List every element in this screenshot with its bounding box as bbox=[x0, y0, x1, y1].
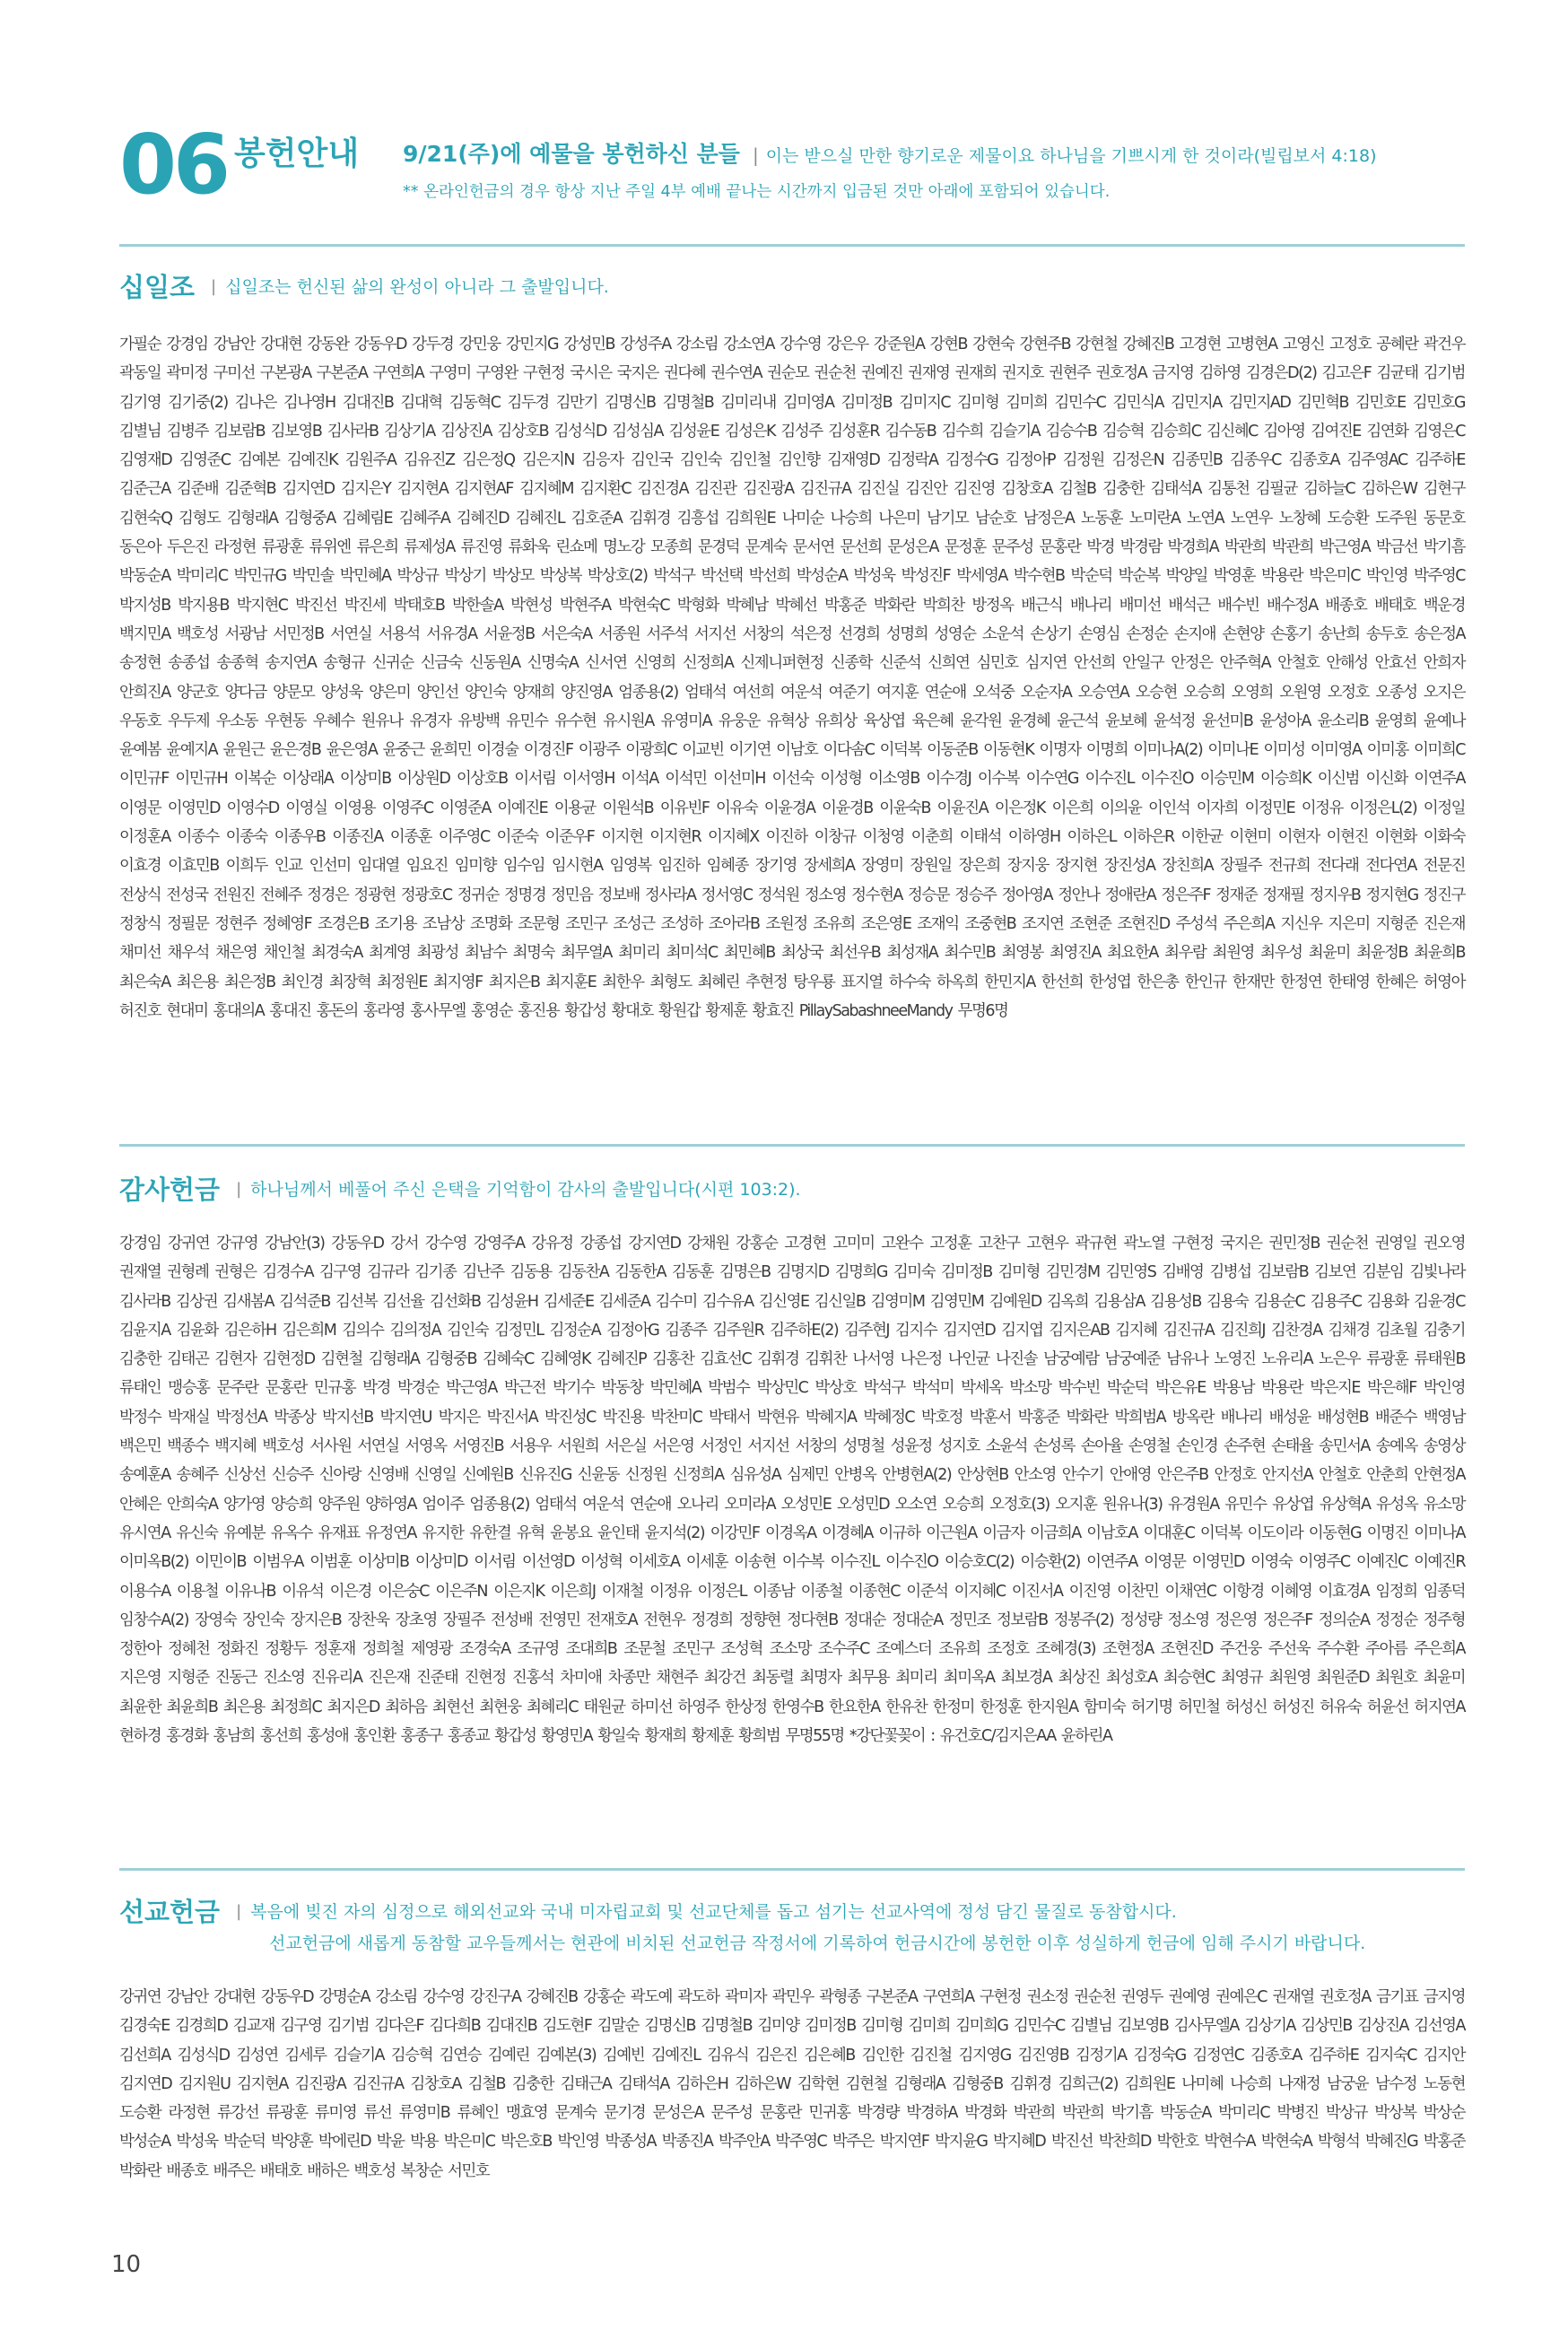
mission-title: 선교헌금 bbox=[119, 1897, 221, 1927]
section-number: 06 bbox=[119, 117, 228, 213]
thanks-description: 하나님께서 베풀어 주신 은택을 기억함이 감사의 출발입니다(시편 103:2). bbox=[250, 1180, 801, 1200]
divider-top bbox=[119, 244, 1465, 247]
mission-separator: | bbox=[236, 1902, 242, 1921]
tithe-description: 십일조는 헌신된 삶의 완성이 아니라 그 출발입니다. bbox=[225, 277, 609, 297]
mission-description: 복음에 빚진 자의 심정으로 해외선교와 국내 미자립교회 및 선교단체를 돕고 섬기는 선교사역에 정성 담긴 물질로 동참합시다. bbox=[250, 1902, 1177, 1922]
page-number: 10 bbox=[111, 2251, 142, 2278]
header-subtitle: 9/21(주)에 예물을 봉헌하신 분들 bbox=[403, 141, 740, 167]
mission-section-header bbox=[119, 1896, 1465, 1928]
header-separator: | bbox=[752, 144, 759, 166]
divider-thanks bbox=[119, 1868, 1465, 1871]
mission-donor-list: 강귀연 강남안 강대현 강동우D 강명순A 강소림 강수영 강진구A 강혜진B 강홍순 곽도예 곽도하 곽미자 곽민우 곽형종 구본준A 구연희A 구현정 권소정 권순천 권영두 권예영 권예은C 권재열 권호정A 금기표 금지영 김경숙E 김경희D 김교재 김구영 김기범 김다은F 김다희B 김대진B 김도현F 김말순 김명신B 김명철B 김미양 김미정B 김미형 김미희 김미희G 김민수C 김별님 김보영B 김사무엘A 김상기A 김상민B 김상진A 김선영A 김선희A 김성식D 김성연 김세루 김슬기A 김승혁 김연승 김예린 김예본(3) 김예빈 김예진L 김유식 김은진 김은혜B 김인한 김진철 김지영G 김진영B 김정기A 김정숙G 김정연C 김종호A 김주하E 김지숙C 김지안 김지연D 김지원U 김지현A 김진광A 김진규A 김창호A 김철B 김충한 김태근A 김태석A 김하은H 김하은W 김학현 김현철 김형래A 김형중B 김휘경 김희근(2) 김희원E 나미혜 나승희 나재정 남궁윤 남수정 노동현 도승환 라정현 류강선 류광훈 류미영 류선 류영미B 류혜인 맹효영 문계숙 문기경 문성은A 문주성 문홍란 민귀홍 박경량 박경하A 박경화 박관희 박관희 박기흠 박동순A 박미리C 박병진 박상규 박상복 박상순 박성순A 박성욱 박순덕 박양훈 박에린D 박윤 박용 박은미C 박은호B 박인영 박종성A 박종진A 박주안A 박주영C 박주은 박지연F 박지윤G 박지혜D 박진선 박찬희D 박한호 박현수A 박현숙A 박형석 박혜진G 박홍준 박화란 배종호 배주은 배태호 배하은 백호성 복창순 서민호 bbox=[119, 1988, 1465, 2180]
tithe-donor-list: 가필순 강경임 강남안 강대현 강동완 강동우D 강두경 강민웅 강민지G 강성민B 강성주A 강소림 강소연A 강수영 강은우 강준원A 강현B 강현숙 강현주B 강현철 강혜진B 고경현 고병현A 고영신 고정호 공혜란 곽건우 곽동일 곽미정 구미선 구본광A 구본준A 구연희A 구영미 구영완 구현정 국시은 국지은 권다혜 권수연A 권순모 권순천 권예진 권재영 권재희 권지호 권현주 권호정A 금지영 김하영 김경은D(2) 김고은F 김균태 김기범 김기영 김기중(2) 김나은 김나영H 김대진B 김대혁 김동혁C 김두경 김만기 김명신B 김명철B 김미리내 김미영A 김미정B 김미지C 김미형 김미희 김민수C 김민식A 김민지A 김민지AD 김민혁B 김민호E 김민호G 김별님 김병주 김보람B 김보영B 김사라B 김상기A 김상진A 김상호B 김성식D 김성심A 김성윤E 김성은K 김성주 김성훈R 김수동B 김수희 김슬기A 김승수B 김승혁 김승희C 김신혜C 김아영 김여진E 김연화 김영은C 김영재D 김영준C 김예본 김예진K 김원주A 김유진Z 김은정Q 김은지N 김응자 김인국 김인숙 김인철 김인향 김재영D 김정락A 김정수G 김정아P 김정원 김정은N 김종민B 김종우C 김종호A 김주영AC 김주하E 김준근A 김준배 김준혁B 김지연D 김지은Y 김지현A 김지현AF 김지혜M 김지환C 김진경A 김진관 김진광A 김진규A 김진실 김진안 김진영 김창호A 김철B 김충한 김태석A 김통천 김필균 김하늘C 김하은W 김현구 김현숙Q 김형도 김형래A 김형중A 김혜림E 김혜주A 김혜진D 김혜진L 김호준A 김휘경 김흥섭 김희원E 나미순 나승희 나은미 남기모 남순호 남정은A 노동훈 노미란A 노연A 노연우 노창혜 도승환 도주원 동문호 동은아 두은진 라정현 류광훈 류위엔 류은희 류제성A 류진영 류화욱 린쇼메 명노강 모종희 문경덕 문계숙 문서연 문선희 문성은A 문정훈 문주성 문홍란 박경 박경람 박경희A 박관희 박관희 박근영A 박금선 박기흠 박동순A 박미리C 박민규G 박민솔 박민혜A 박상규 박상기 박상모 박상복 박상호(2) 박석구 박선택 박선희 박성순A 박성욱 박성진F 박세영A 박수현B 박순덕 박순복 박양일 박영훈 박용란 박은미C 박인영 박주영C 박지성B 박지용B 박지현C 박진선 박진세 박태호B 박한솔A 박현성 박현주A 박현숙C 박형화 박혜남 박혜선 박홍준 박화란 박희찬 방정옥 배근식 배나리 배미선 배석근 배수빈 배수정A 배종호 배태호 백운경 백지민A 백호성 서광남 서민정B 서연실 서용석 서유경A 서윤정B 서은숙A 서종원 서주석 서지선 서창의 석은정 선경희 성명희 성영순 소운석 손상기 손영심 손정순 손지애 손현양 손홍기 송난희 송두호 송은정A 송정현 송종섭 송종혁 송지연A 송형규 신귀순 신금숙 신동원A 신명숙A 신서연 신영희 신정희A 신제니퍼현정 신종학 신준석 신희연 심민호 심지연 안선희 안일구 안정은 안주혁A 안철호 안해성 안효선 안희자 안희진A 양군호 양다금 양문모 양성욱 양은미 양인선 양인숙 양재희 양진영A 엄종용(2) 엄태석 여선희 여운석 여준기 여지훈 연순애 오석중 오순자A 오승연A 오승현 오승희 오영희 오원영 오정호 오종성 오지은 우동호 우두제 우소동 우현동 우혜수 원유나 유경자 유방백 유민수 유수현 유시원A 유영미A 유웅운 유혁상 유희상 육상엽 육은혜 윤각원 윤경혜 윤근석 윤보혜 윤석정 윤선미B 윤성아A 윤소리B 윤영희 윤예나 윤예봄 윤예지A 윤원근 윤은경B 윤은영A 윤중근 윤희민 이경술 이경진F 이광주 이광희C 이교빈 이기연 이남호 이다솜C 이덕복 이동준B 이동현K 이명자 이명희 이미나A(2) 이미나E 이미성 이미영A 이미홍 이미희C 이민규F 이민규H 이복순 이상래A 이상미B 이상원D 이상호B 이서림 이서영H 이석A 이석민 이선미H 이선숙 이성형 이소영B 이수경J 이수복 이수연G 이수진L 이수진O 이승민M 이승희K 이신범 이신화 이연주A 이영문 이영민D 이영수D 이영실 이영용 이영주C 이영준A 이예진E 이용균 이원석B 이유빈F 이유숙 이윤경A 이윤경B 이윤숙B 이윤진A 이은정K 이은희 이의윤 이인석 이자희 이정민E 이정유 이정은L(2) 이정일 이정훈A 이종수 이종숙 이종우B 이종진A 이종훈 이주영C 이준숙 이준우F 이지현 이지현R 이지혜X 이진하 이창규 이청영 이춘희 이태석 이하영H 이하은L 이하은R 이한균 이현미 이현자 이현진 이현화 이화숙 이효경 이효민B 이희두 인교 인선미 임대열 임요진 임미향 임수임 임시현A 임영복 임진하 임혜종 장기영 장세희A 장영미 장원일 장은희 장지웅 장지현 장진성A 장친희A 장필주 전규희 전다래 전다연A 전문진 전상식 전성국 전원진 전혜주 정경은 정광현 정광호C 정귀순 정명경 정민음 정보배 정사라A 정서영C 정석원 정소영 정수현A 정승문 정승주 정아영A 정안나 정애란A 정은주F 정재준 정재필 정지우B 정지현G 정진구 정창식 정필문 정현주 정혜영F 조경은B 조기용 조남상 조명화 조문형 조민구 조성근 조성하 조아라B 조원정 조유희 조은영E 조재익 조중현B 조지연 조현준 조현진D 주성석 주은희A 지신우 지은미 지형준 진은재 채미선 채우석 채은영 채인철 최경숙A 최계영 최광성 최남수 최명숙 최무열A 최미리 최미석C 최민혜B 최상국 최선우B 최성재A 최수민B 최영봉 최영진A 최요한A 최우람 최원영 최우성 최윤미 최윤정B 최윤희B 최은숙A 최은용 최은정B 최인경 최장혁 최정원E 최지영F 최지은B 최지훈E 최한우 최형도 최혜린 추현정 탕우룡 표지열 하수숙 하옥희 한민지A 한선희 한성엽 한은총 한인규 한재만 한정연 한태영 한혜은 허영아 허진호 현대미 홍대의A 홍대진 홍돈의 홍라영 홍사무엘 홍영순 홍진용 황갑성 황대호 황원갑 황제훈 황효진 PillaySabashneeMandy 무명6명 bbox=[119, 336, 1465, 1020]
divider-tithe bbox=[119, 1144, 1465, 1147]
offering-header bbox=[119, 117, 1465, 221]
tithe-section-header bbox=[119, 271, 1465, 303]
section-name: 봉헌안내 bbox=[234, 135, 360, 172]
thanks-section-header bbox=[119, 1174, 1465, 1206]
tithe-title: 십일조 bbox=[119, 272, 196, 302]
online-offering-note: ** 온라인헌금의 경우 항상 지난 주일 4부 예배 끝나는 시간까지 입금된 것만 아래에 포함되어 있습니다. bbox=[403, 183, 1111, 201]
mission-description-line2: 선교헌금에 새롭게 동참할 교우들께서는 현관에 비치된 선교헌금 작정서에 기록하여 헌금시간에 봉헌한 이후 성실하게 헌금에 임해 주시기 바랍니다. bbox=[269, 1934, 1366, 1953]
header-subtitle-line bbox=[403, 140, 1377, 170]
header-verse: 이는 받으실 만한 향기로운 제물이요 하나님을 기쁘시게 한 것이라(빌립보서 4:18) bbox=[765, 146, 1377, 166]
tithe-separator: | bbox=[211, 277, 217, 296]
thanks-separator: | bbox=[236, 1180, 242, 1199]
thanks-title: 감사헌금 bbox=[119, 1174, 221, 1205]
thanks-donor-list: 강경임 강귀연 강규영 강남안(3) 강동우D 강서 강수영 강영주A 강유정 강종섭 강지연D 강채원 강홍순 고경현 고미미 고완수 고정훈 고찬구 고현우 곽규현 곽노열 구현정 국지은 권민정B 권순천 권영일 권오영 권재열 권형례 권형은 김경수A 김구영 김규라 김기종 김난주 김동용 김동찬A 김동한A 김동훈 김명은B 김명지D 김명희G 김미숙 김미정B 김미형 김민경M 김민영S 김배영 김병섭 김보람B 김보연 김분임 김빛나라 김사라B 김상권 김새봄A 김석준B 김선복 김선율 김선화B 김성윤H 김세준E 김세준A 김수미 김수유A 김신영E 김신일B 김영미M 김영민M 김예원D 김옥희 김용삼A 김용성B 김용숙 김용순C 김용주C 김용화 김윤경C 김윤지A 김윤화 김은하H 김은희M 김의수 김의정A 김인숙 김정민L 김정순A 김정아G 김종주 김주원R 김주하E(2) 김주현J 김지수 김지연D 김지엽 김지은AB 김지혜 김진규A 김진희J 김찬경A 김채경 김초월 김충기 김충한 김태곤 김현자 김현정D 김현철 김형래A 김형중B 김혜숙C 김혜영K 김혜진P 김홍찬 김효선C 김휘경 김휘찬 나서영 나은정 나인균 나진솔 남궁예람 남궁예준 남유나 노영진 노유리A 노은우 류광훈 류태원B 류태인 맹승홍 문주란 문홍란 민규홍 박경 박경순 박근영A 박근전 박기수 박동창 박민혜A 박범수 박상민C 박상호 박석구 박석미 박세옥 박소망 박수빈 박순덕 박은유E 박용남 박용란 박은지E 박은해F 박인영 박정수 박재실 박정선A 박종상 박지선B 박지연U 박지은 박진서A 박진성C 박진용 박찬미C 박태서 박현유 박혜지A 박혜정C 박호정 박훈서 박홍준 박화란 박희범A 방옥란 배나리 배성윤 배성현B 배준수 백영남 백은민 백종수 백지혜 백호성 서사원 서연실 서영옥 서영진B 서용우 서원희 서은실 서은영 서정인 서지선 서창의 성명철 성윤정 성지호 소윤석 손성록 손아율 손영철 손인경 손주현 손태율 송민서A 송예옥 송영상 송예훈A 송혜주 신상선 신승주 신아랑 신영배 신영일 신예원B 신유진G 신윤동 신정원 신정희A 심유성A 심제민 안병옥 안병현A(2) 안상현B 안소영 안수기 안애영 안은주B 안정호 안지선A 안철호 안춘희 안현정A 안혜은 안희숙A 양가영 양승희 양주원 양하영A 엄이주 엄종용(2) 엄태석 여운석 연순애 오나리 오미라A 오성민E 오성민D 오소연 오승희 오정호(3) 오지훈 원유나(3) 유경원A 유민수 유상엽 유상혁A 유성옥 유소망 유시연A 유신숙 유예분 유옥수 유재표 유정연A 유지한 유한결 유혁 윤봉요 윤인태 윤지석(2) 이강민F 이경옥A 이경혜A 이규하 이근원A 이금자 이금희A 이남호A 이대훈C 이덕복 이도이라 이동현G 이명진 이미나A 이미옥B(2) 이민이B 이범우A 이범훈 이상미B 이상미D 이서림 이선영D 이성혁 이세호A 이세훈 이송현 이수복 이수진L 이수진O 이승호C(2) 이승환(2) 이연주A 이영문 이영민D 이영숙 이영주C 이예진C 이예진R 이용수A 이용철 이유나B 이유석 이은경 이은숭C 이은주N 이은지K 이은희J 이재철 이정유 이정은L 이종남 이종철 이종현C 이준석 이지혜C 이진서A 이진영 이찬민 이채연C 이항경 이혜영 이효경A 임정희 임종덕 임창수A(2) 장영숙 장인숙 장지은B 장찬욱 장초영 장필주 전성배 전영민 전재호A 전현우 정경희 정향현 정다현B 정대순 정대순A 정민조 정보람B 정봉주(2) 정성량 정소영 정은영 정은주F 정의순A 정정순 정주형 정한아 정혜천 정화진 정황두 정훈재 정희철 제영광 조경숙A 조규영 조대희B 조문철 조민구 조성혁 조소망 조수주C 조예스더 조유희 조정호 조혜경(3) 조현정A 조현진D 주건웅 주선욱 주수환 주아름 주은희A 지은영 지형준 진동근 진소영 진유리A 진은재 진준태 진현정 진홍석 차미애 차종만 채현주 최강건 최동렬 최명자 최무용 최미리 최미옥A 최보경A 최상진 최성호A 최승현C 최영규 최원영 최원준D 최원호 최윤미 최윤한 최윤희B 최은용 최정희C 최지은D 최하음 최현선 최현웅 최혜리C 태원균 하미선 하영주 한상정 한영수B 한요한A 한유찬 한정미 한정훈 한지원A 함미숙 허기명 허민철 허성신 허성진 허유숙 허윤선 허지연A 현하경 홍경화 홍남희 홍선희 홍성애 홍인환 홍종구 홍종교 황갑성 황영민A 황일숙 황재희 황제훈 황희범 무명55명 *강단꽃꽂이 : 유건호C/김지은AA 윤하린A bbox=[119, 1235, 1465, 1746]
